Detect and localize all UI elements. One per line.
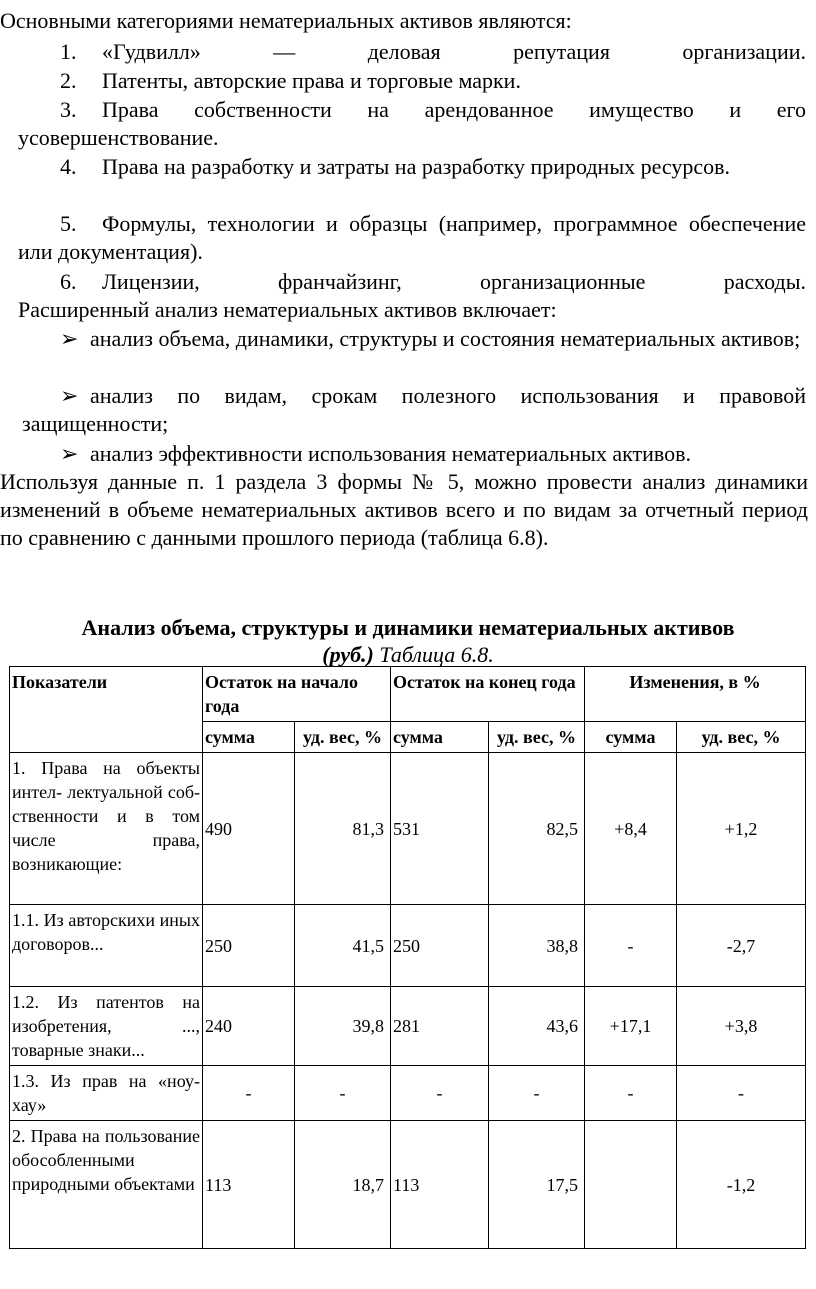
list-text: Права собственности на арендованное имущество и его усовершенствование. — [18, 97, 806, 150]
table-row — [10, 1066, 806, 1121]
extended-intro: Расширенный анализ нематериальных активов включает: — [18, 297, 557, 322]
subheader-start-share: уд. вес, % — [295, 722, 391, 753]
cell-change-sum — [585, 1121, 677, 1249]
bullet-item-2 — [22, 382, 806, 438]
table-row — [10, 1121, 806, 1249]
table-row — [10, 987, 806, 1066]
list-number: 2. — [60, 68, 77, 93]
cell-start-share: 41,5 — [295, 905, 391, 987]
assets-table — [9, 666, 806, 1249]
table-header-row — [10, 667, 806, 722]
arrow-bullet-icon: ➢ — [60, 383, 79, 408]
cell-change-sum: +17,1 — [585, 987, 677, 1066]
row-label: 1.1. Из авторскихи иных договоров... — [10, 905, 203, 987]
table-title-unit: (руб.) — [322, 642, 374, 667]
cell-end-share: 82,5 — [489, 753, 585, 905]
list-text: Лицензии, франчайзинг, организационные расходы. — [102, 269, 806, 294]
cell-end-sum: 531 — [391, 753, 489, 905]
table-row — [10, 905, 806, 987]
table-title — [0, 614, 816, 668]
cell-end-share: 43,6 — [489, 987, 585, 1066]
cell-end-sum: 250 — [391, 905, 489, 987]
list-number: 1. — [60, 39, 77, 64]
bullet-item-3 — [22, 440, 806, 468]
cell-start-share: 39,8 — [295, 987, 391, 1066]
cell-end-share: - — [489, 1066, 585, 1121]
cell-start-sum: - — [203, 1066, 295, 1121]
row-label: 1.2. Из патентов на изобретения, ..., товарные знаки... — [10, 987, 203, 1066]
header-indicator: Показатели — [10, 667, 203, 753]
bullet-text: анализ объема, динамики, структуры и состояния нематериальных активов; — [90, 326, 801, 351]
list-item-5 — [18, 210, 806, 266]
cell-start-share: - — [295, 1066, 391, 1121]
list-item-6 — [18, 268, 806, 296]
table-number: Таблица 6.8. — [379, 642, 494, 667]
cell-change-share: -1,2 — [677, 1121, 806, 1249]
subheader-end-sum: сумма — [391, 722, 489, 753]
table-row — [10, 753, 806, 905]
cell-end-sum: 113 — [391, 1121, 489, 1249]
bullet-item-1 — [22, 325, 806, 353]
arrow-bullet-icon: ➢ — [60, 441, 79, 466]
subheader-change-sum: сумма — [585, 722, 677, 753]
cell-change-sum: +8,4 — [585, 753, 677, 905]
list-text: Права на разработку и затраты на разработку природных ресурсов. — [102, 154, 731, 179]
bullet-text: анализ эффективности использования нематериальных активов. — [90, 441, 692, 466]
cell-end-sum: 281 — [391, 987, 489, 1066]
cell-start-share: 18,7 — [295, 1121, 391, 1249]
analysis-paragraph: Используя данные п. 1 раздела 3 формы № 5, можно провести анализ динамики изменений в объеме нематериальных активов всего и по видам за отчетный период по сравнению с данными прошлого периода (таблица 6.8). — [0, 469, 808, 550]
list-item-3 — [18, 96, 806, 152]
cell-change-share: +3,8 — [677, 987, 806, 1066]
cell-start-share: 81,3 — [295, 753, 391, 905]
cell-start-sum: 490 — [203, 753, 295, 905]
row-label: 1.3. Из прав на «ноу-хау» — [10, 1066, 203, 1121]
cell-start-sum: 113 — [203, 1121, 295, 1249]
cell-change-share: +1,2 — [677, 753, 806, 905]
intro-text: Основными категориями нематериальных активов являются: — [0, 8, 572, 33]
subheader-end-share: уд. вес, % — [489, 722, 585, 753]
row-label: 2. Права на пользование обособленными природными объектами — [10, 1121, 203, 1249]
subheader-change-share: уд. вес, % — [677, 722, 806, 753]
header-start: Остаток на начало года — [203, 667, 391, 722]
cell-end-sum: - — [391, 1066, 489, 1121]
header-change: Изменения, в % — [585, 667, 806, 722]
subheader-start-sum: сумма — [203, 722, 295, 753]
list-number: 4. — [60, 154, 77, 179]
list-text: Формулы, технологии и образцы (например, программное обеспечение или документация). — [18, 211, 806, 264]
arrow-bullet-icon: ➢ — [60, 326, 79, 351]
cell-start-sum: 250 — [203, 905, 295, 987]
row-label: 1. Права на объекты интел- лектуальной соб- ственности и в том числе права, возникающие: — [10, 753, 203, 905]
cell-change-share: - — [677, 1066, 806, 1121]
cell-end-share: 17,5 — [489, 1121, 585, 1249]
list-item-1 — [22, 38, 806, 66]
header-end: Остаток на конец года — [391, 667, 585, 722]
cell-change-share: -2,7 — [677, 905, 806, 987]
table-title-main: Анализ объема, структуры и динамики нематериальных активов — [81, 615, 735, 640]
list-text: Патенты, авторские права и торговые марки. — [102, 68, 521, 93]
list-text: «Гудвилл» — деловая репутация организации. — [102, 39, 806, 64]
cell-start-sum: 240 — [203, 987, 295, 1066]
list-number: 6. — [60, 269, 77, 294]
list-item-2 — [22, 67, 806, 95]
list-item-4 — [18, 153, 806, 181]
cell-change-sum: - — [585, 905, 677, 987]
cell-change-sum: - — [585, 1066, 677, 1121]
bullet-text: анализ по видам, срокам полезного использования и правовой защищенности; — [22, 383, 806, 436]
list-number: 3. — [60, 97, 77, 122]
list-number: 5. — [60, 211, 77, 236]
cell-end-share: 38,8 — [489, 905, 585, 987]
